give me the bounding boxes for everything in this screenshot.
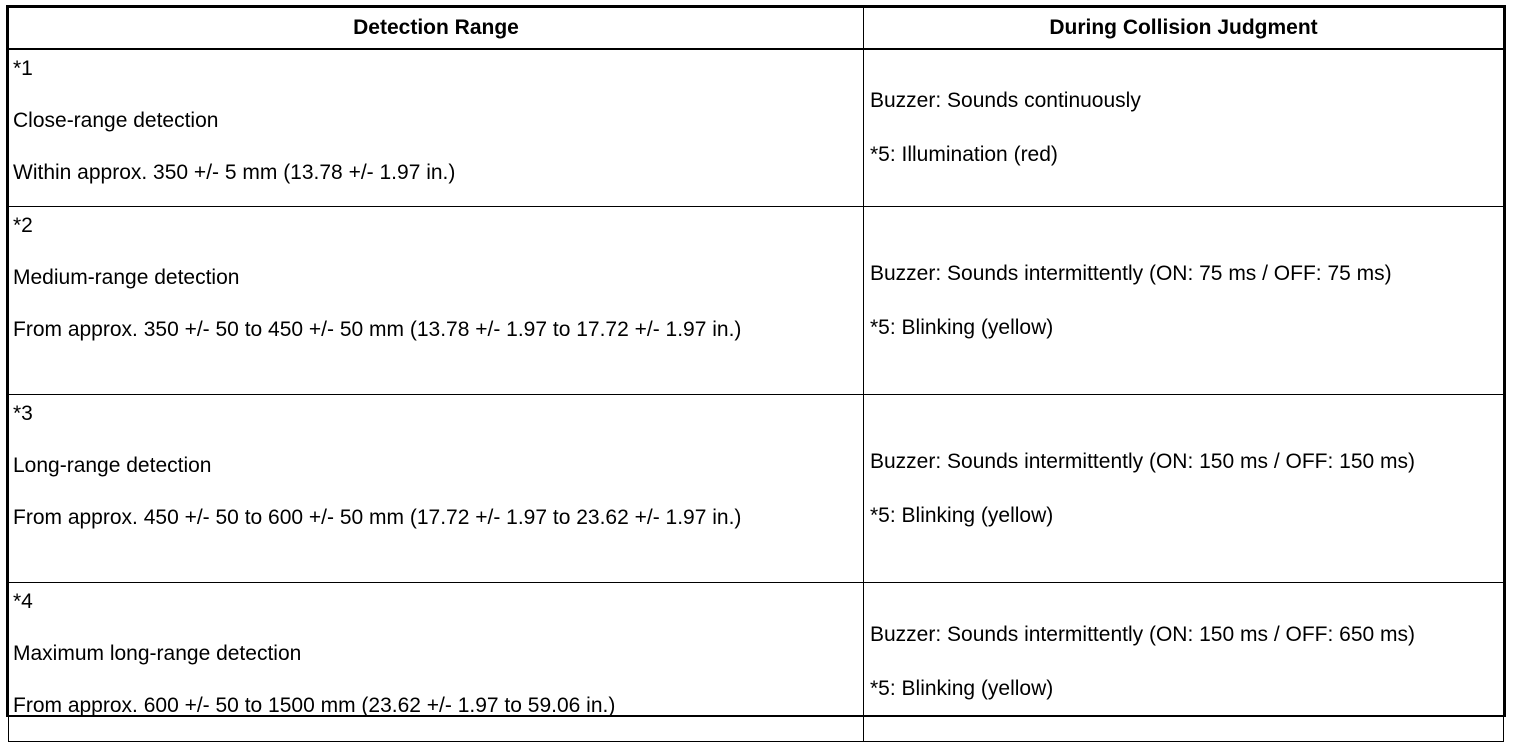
detection-range-cell — [9, 395, 864, 583]
detection-range-cell — [9, 207, 864, 395]
detection-range-table — [8, 7, 1504, 742]
collision-judgment-cell — [864, 583, 1504, 742]
indicator-behavior: *5: Blinking (yellow) — [870, 677, 1054, 700]
indicator-behavior: *5: Illumination (red) — [870, 143, 1058, 166]
range-name: Medium-range detection — [13, 266, 240, 289]
table-row — [9, 395, 1504, 583]
table-row — [9, 49, 1504, 207]
table-row — [9, 207, 1504, 395]
header-during-collision-judgment: During Collision Judgment — [864, 8, 1504, 50]
range-mark: *3 — [13, 402, 33, 425]
range-mark: *4 — [13, 590, 33, 613]
header-row — [9, 8, 1504, 50]
range-mark: *1 — [13, 57, 33, 80]
detection-range-cell — [9, 583, 864, 742]
range-distance: From approx. 350 +/- 50 to 450 +/- 50 mm (13.78 +/- 1.97 to 17.72 +/- 1.97 in.) — [13, 318, 742, 341]
header-detection-range: Detection Range — [9, 8, 864, 50]
collision-judgment-cell — [864, 49, 1504, 207]
buzzer-behavior: Buzzer: Sounds intermittently (ON: 75 ms / OFF: 75 ms) — [870, 261, 1392, 285]
range-name: Maximum long-range detection — [13, 642, 302, 665]
range-name: Close-range detection — [13, 109, 219, 132]
buzzer-behavior: Buzzer: Sounds intermittently (ON: 150 ms / OFF: 650 ms) — [870, 623, 1416, 646]
table-row — [9, 583, 1504, 742]
indicator-behavior: *5: Blinking (yellow) — [870, 315, 1054, 339]
collision-judgment-cell — [864, 207, 1504, 395]
indicator-behavior: *5: Blinking (yellow) — [870, 503, 1054, 527]
detection-table-container — [6, 5, 1506, 717]
buzzer-behavior: Buzzer: Sounds continuously — [870, 89, 1141, 112]
detection-range-cell — [9, 49, 864, 207]
buzzer-behavior: Buzzer: Sounds intermittently (ON: 150 ms / OFF: 150 ms) — [870, 449, 1416, 473]
range-name: Long-range detection — [13, 454, 212, 477]
collision-judgment-cell — [864, 395, 1504, 583]
range-distance: From approx. 600 +/- 50 to 1500 mm (23.62 +/- 1.97 to 59.06 in.) — [13, 694, 616, 717]
range-distance: Within approx. 350 +/- 5 mm (13.78 +/- 1.97 in.) — [13, 161, 456, 184]
range-distance: From approx. 450 +/- 50 to 600 +/- 50 mm (17.72 +/- 1.97 to 23.62 +/- 1.97 in.) — [13, 506, 742, 529]
range-mark: *2 — [13, 214, 33, 237]
